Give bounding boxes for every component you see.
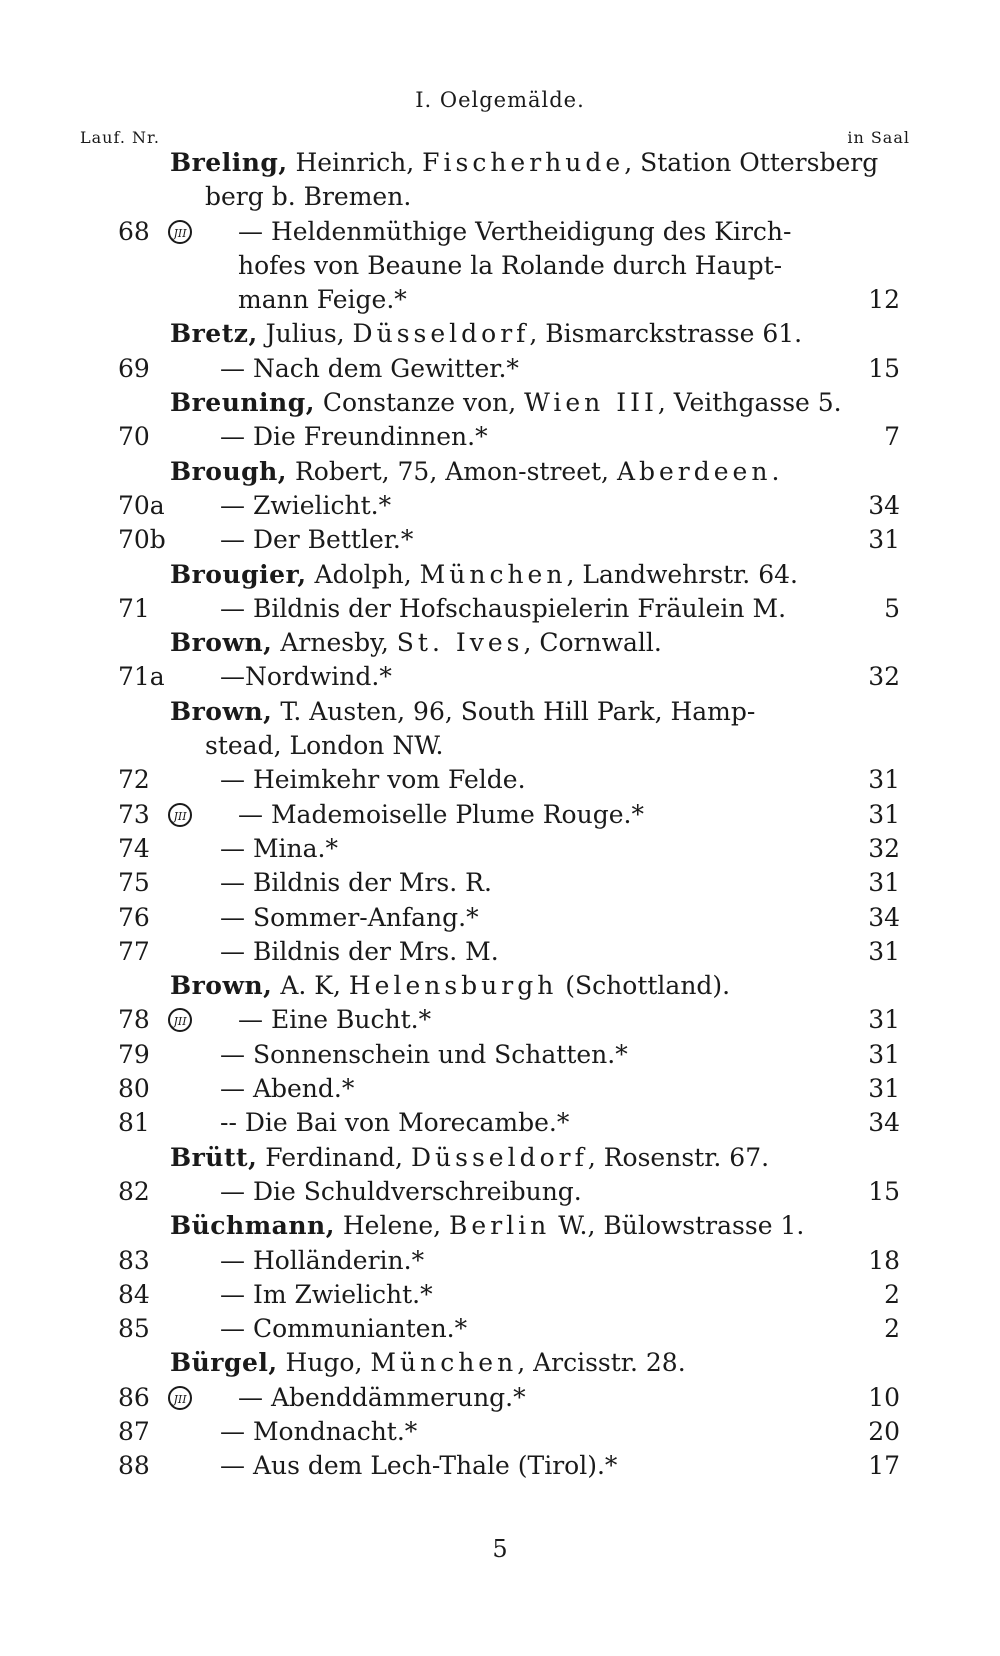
artist-name: Brough, xyxy=(170,456,288,486)
room-number: 31 xyxy=(868,936,900,966)
entry-number: 80 xyxy=(118,1074,150,1104)
artist-city: Aberdeen xyxy=(616,456,772,486)
room-number: 31 xyxy=(868,868,900,898)
room-number: 7 xyxy=(884,422,900,452)
artist-city: St. Ives xyxy=(396,628,524,658)
room-number: 15 xyxy=(868,353,900,383)
entry-number: 76 xyxy=(118,902,150,932)
room-number: 34 xyxy=(868,490,900,520)
artist-address: . xyxy=(771,456,780,486)
column-header-number: Lauf. Nr. xyxy=(80,128,160,147)
catalog-entry xyxy=(0,1106,1000,1140)
artist-details: Helene, xyxy=(334,1211,450,1241)
room-number: 34 xyxy=(868,1108,900,1138)
artist-address: , Veithgasse 5. xyxy=(657,388,842,418)
room-number: 15 xyxy=(868,1176,900,1206)
entry-title: — Mondnacht.* xyxy=(220,1416,418,1446)
artist-heading-continued: stead, London NW. xyxy=(205,731,444,761)
catalog-entry xyxy=(0,660,1000,694)
entry-number: 81 xyxy=(118,1108,150,1138)
catalog-entry xyxy=(0,832,1000,866)
room-number: 31 xyxy=(868,765,900,795)
artist-details: Robert, 75, Amon-street, xyxy=(287,456,617,486)
entry-title: — Abend.* xyxy=(220,1074,355,1104)
artist-address: , Bismarckstrasse 61. xyxy=(529,319,803,349)
catalog-entry xyxy=(0,523,1000,557)
artist-details: Arnesby, xyxy=(272,628,397,658)
entry-title-continued xyxy=(0,249,1000,283)
entry-title: mann Feige.* xyxy=(238,285,407,315)
entry-title: hofes von Beaune la Rolande durch Haupt- xyxy=(238,250,783,280)
catalog-entry xyxy=(0,352,1000,386)
entry-number: 75 xyxy=(118,868,150,898)
entry-title: — Eine Bucht.* xyxy=(238,1005,432,1035)
artist-name: Brown, xyxy=(170,696,273,726)
room-number: 31 xyxy=(868,799,900,829)
artist-address: , Arcisstr. 28. xyxy=(517,1348,686,1378)
entry-title: — Abenddämmerung.* xyxy=(238,1382,526,1412)
entry-title: — Nach dem Gewitter.* xyxy=(220,353,519,383)
entry-title: — Der Bettler.* xyxy=(220,525,414,555)
entry-number: 70b xyxy=(118,525,166,555)
page-number: 5 xyxy=(492,1535,508,1563)
artist-heading xyxy=(0,386,1000,420)
catalog-entry xyxy=(0,901,1000,935)
catalog-entry xyxy=(0,420,1000,454)
artist-heading xyxy=(0,969,1000,1003)
entry-number: 72 xyxy=(118,765,150,795)
artist-city: Fischerhude xyxy=(422,148,625,177)
entry-title: — Communianten.* xyxy=(220,1314,468,1344)
entry-title-continued xyxy=(0,283,1000,317)
room-number: 32 xyxy=(868,662,900,692)
room-number: 31 xyxy=(868,525,900,555)
artist-city: Düsseldorf xyxy=(352,319,530,349)
catalog-entry xyxy=(0,763,1000,797)
artist-heading xyxy=(0,317,1000,351)
artist-address: W., Bülowstrasse 1. xyxy=(550,1211,805,1241)
artist-city: Helensburgh xyxy=(348,971,558,1001)
room-number: 12 xyxy=(868,285,900,315)
illustrated-mark-icon: JII xyxy=(168,220,192,244)
artist-name: Büchmann, xyxy=(170,1211,335,1241)
artist-details: Heinrich, xyxy=(287,148,423,177)
artist-details: Julius, xyxy=(257,319,353,349)
catalog-entry xyxy=(0,489,1000,523)
artist-city: Wien III xyxy=(524,388,658,418)
catalog-entry xyxy=(0,1072,1000,1106)
artist-heading xyxy=(0,455,1000,489)
section-title: I. Oelgemälde. xyxy=(415,88,585,112)
entry-title: — Sommer-Anfang.* xyxy=(220,902,479,932)
artist-heading-continued: berg b. Bremen. xyxy=(205,182,412,212)
catalog-entry xyxy=(0,798,1000,832)
catalog-entry xyxy=(0,592,1000,626)
entry-title: — Holländerin.* xyxy=(220,1245,425,1275)
catalog-entry xyxy=(0,1415,1000,1449)
entry-title: — Heimkehr vom Felde. xyxy=(220,765,526,795)
entry-title: -- Die Bai von Morecambe.* xyxy=(220,1108,570,1138)
room-number: 31 xyxy=(868,1074,900,1104)
catalog-entry xyxy=(0,1449,1000,1483)
entry-title: — Bildnis der Mrs. M. xyxy=(220,936,499,966)
room-number: 17 xyxy=(868,1451,900,1481)
artist-name: Breling, xyxy=(170,148,288,177)
entry-title: — Bildnis der Hofschauspielerin Fräulein M. xyxy=(220,593,787,623)
artist-details: Ferdinand, xyxy=(257,1142,411,1172)
entry-number: 87 xyxy=(118,1416,150,1446)
catalog-entry xyxy=(0,215,1000,249)
artist-name: Breuning, xyxy=(170,388,315,418)
entry-title: —Nordwind.* xyxy=(220,662,392,692)
artist-heading xyxy=(0,695,1000,729)
entry-title: — Zwielicht.* xyxy=(220,490,392,520)
room-number: 10 xyxy=(868,1382,900,1412)
artist-heading xyxy=(0,1346,1000,1380)
entry-number: 70a xyxy=(118,490,165,520)
entry-title: — Sonnenschein und Schatten.* xyxy=(220,1039,628,1069)
entry-number: 77 xyxy=(118,936,150,966)
artist-address: , Landwehrstr. 64. xyxy=(566,559,798,589)
catalog-entry xyxy=(0,866,1000,900)
column-header-room: in Saal xyxy=(847,128,910,147)
catalog-entry xyxy=(0,1244,1000,1278)
entry-title: — Im Zwielicht.* xyxy=(220,1279,433,1309)
room-number: 2 xyxy=(884,1279,900,1309)
room-number: 18 xyxy=(868,1245,900,1275)
artist-heading xyxy=(0,1141,1000,1175)
room-number: 31 xyxy=(868,1005,900,1035)
entry-number: 73 xyxy=(118,799,150,829)
entry-title: — Mina.* xyxy=(220,833,338,863)
artist-details: Hugo, xyxy=(277,1348,371,1378)
catalog-entry xyxy=(0,1175,1000,1209)
artist-city: München xyxy=(419,559,567,589)
artist-address: , Station Ottersberg xyxy=(624,148,879,177)
entry-number: 84 xyxy=(118,1279,150,1309)
artist-address: (Schottland). xyxy=(557,971,731,1001)
entry-number: 78 xyxy=(118,1005,150,1035)
entry-number: 83 xyxy=(118,1245,150,1275)
artist-name: Brütt, xyxy=(170,1142,258,1172)
entry-title: — Die Schuldverschreibung. xyxy=(220,1176,582,1206)
entry-number: 85 xyxy=(118,1314,150,1344)
entry-number: 70 xyxy=(118,422,150,452)
artist-heading xyxy=(0,626,1000,660)
artist-city: Düsseldorf xyxy=(410,1142,588,1172)
artist-details: T. Austen, 96, South Hill Park, Hamp- xyxy=(272,696,756,726)
illustrated-mark-icon: JII xyxy=(168,803,192,827)
catalog-entry xyxy=(0,935,1000,969)
catalog-entry xyxy=(0,1038,1000,1072)
artist-address: , Cornwall. xyxy=(523,628,662,658)
entry-title: — Die Freundinnen.* xyxy=(220,422,488,452)
entry-number: 68 xyxy=(118,216,150,246)
artist-details: Constanze von, xyxy=(314,388,525,418)
artist-heading xyxy=(0,558,1000,592)
entry-number: 71a xyxy=(118,662,165,692)
illustrated-mark-icon: JII xyxy=(168,1008,192,1032)
entry-number: 71 xyxy=(118,593,150,623)
entry-number: 82 xyxy=(118,1176,150,1206)
room-number: 2 xyxy=(884,1314,900,1344)
catalog-entries xyxy=(0,146,1000,1484)
entry-title: — Heldenmüthige Vertheidigung des Kirch- xyxy=(238,216,792,246)
artist-details: Adolph, xyxy=(306,559,420,589)
artist-heading xyxy=(0,146,1000,180)
catalog-entry xyxy=(0,1381,1000,1415)
artist-name: Bretz, xyxy=(170,319,258,349)
entry-title: — Mademoiselle Plume Rouge.* xyxy=(238,799,644,829)
illustrated-mark-icon: JII xyxy=(168,1386,192,1410)
catalog-entry xyxy=(0,1278,1000,1312)
entry-number: 86 xyxy=(118,1382,150,1412)
artist-name: Brougier, xyxy=(170,559,307,589)
entry-title: — Aus dem Lech-Thale (Tirol).* xyxy=(220,1451,618,1481)
artist-name: Brown, xyxy=(170,628,273,658)
artist-name: Bürgel, xyxy=(170,1348,278,1378)
catalog-entry xyxy=(0,1003,1000,1037)
entry-number: 74 xyxy=(118,833,150,863)
entry-number: 69 xyxy=(118,353,150,383)
entry-title: — Bildnis der Mrs. R. xyxy=(220,868,492,898)
artist-city: Berlin xyxy=(449,1211,551,1241)
room-number: 20 xyxy=(868,1416,900,1446)
room-number: 5 xyxy=(884,593,900,623)
catalog-entry xyxy=(0,1312,1000,1346)
room-number: 31 xyxy=(868,1039,900,1069)
artist-heading xyxy=(0,1209,1000,1243)
artist-name: Brown, xyxy=(170,971,273,1001)
entry-number: 79 xyxy=(118,1039,150,1069)
artist-city: München xyxy=(370,1348,518,1378)
room-number: 32 xyxy=(868,833,900,863)
entry-number: 88 xyxy=(118,1451,150,1481)
artist-details: A. K, xyxy=(272,971,349,1001)
room-number: 34 xyxy=(868,902,900,932)
artist-address: , Rosenstr. 67. xyxy=(587,1142,770,1172)
